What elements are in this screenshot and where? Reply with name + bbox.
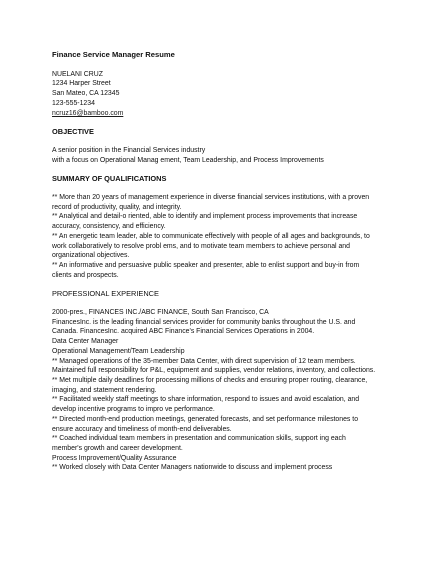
resume-page [52, 50, 392, 482]
objective-line: with a focus on Operational Manag ement, Team Leadership, and Process Improvements [52, 156, 324, 164]
qualification-line: work collaboratively to resolve probl ems, and to motivate team members to achieve personal and [52, 242, 350, 250]
qualification-line: organizational objectives. [52, 252, 130, 260]
experience-line: Canada. FinancesInc. acquired ABC Finance's Financial Services Operations in 2004. [52, 328, 315, 336]
objective-heading: OBJECTIVE [52, 127, 94, 137]
qualification-line: ** More than 20 years of management experience in diverse financial services institutions, with a proven [52, 194, 370, 202]
contact-phone: 123-555-1234 [52, 99, 95, 107]
experience-line: 2000-pres., FINANCES INC./ABC FINANCE, South San Francisco, CA [52, 309, 269, 317]
experience-line: Operational Management/Team Leadership [52, 347, 185, 355]
experience-line: imaging, and statement rendering. [52, 386, 157, 394]
objective-section [52, 146, 392, 165]
qualification-line: ** An informative and persuasive public speaker and presenter, able to enlist support and buy-in from [52, 261, 360, 269]
contact-email-link[interactable]: ncruz16@bamboo.com [52, 109, 124, 117]
qualification-line: clients and prospects. [52, 271, 119, 279]
contact-name: NUELANI CRUZ [52, 70, 103, 78]
experience-line: Data Center Manager [52, 338, 119, 346]
qualification-line: accuracy, consistency, and efficiency. [52, 223, 166, 231]
experience-line: ** Coached individual team members in presentation and communication skills, support ing each [52, 435, 346, 443]
experience-line: FinancesInc. is the leading financial services provider for community banks throughout the U.S. and [52, 318, 356, 326]
experience-line: ensure accuracy and timeliness of month-end deliverables. [52, 425, 232, 433]
experience-line: Process Improvement/Quality Assurance [52, 454, 177, 462]
qualification-line: ** An energetic team leader, able to communicate effectively with people of all ages and backgrounds, to [52, 232, 370, 240]
experience-line: ** Facilitated weekly staff meetings to share information, respond to issues and avoid escalation, and [52, 396, 360, 404]
experience-line: develop incentive programs to impro ve performance. [52, 406, 215, 414]
experience-section [52, 308, 392, 473]
contact-street: 1234 Harper Street [52, 80, 111, 88]
experience-line: ** Directed month-end production meetings, generated forecasts, and set performance milestones to [52, 415, 359, 423]
contact-block [52, 70, 392, 119]
objective-line: A senior position in the Financial Services industry [52, 146, 206, 154]
experience-line: Maintained full responsibility for P&L, equipment and supplies, vendor relations, inventory, and collections. [52, 367, 376, 375]
qualification-line: record of productivity, quality, and integrity. [52, 203, 182, 211]
experience-heading: PROFESSIONAL EXPERIENCE [52, 289, 159, 299]
qualification-line: ** Analytical and detail-o riented, able to identify and implement process improvements that increase [52, 213, 358, 221]
contact-city: San Mateo, CA 12345 [52, 90, 120, 98]
experience-line: member's growth and career development. [52, 444, 183, 452]
experience-line: ** Managed operations of the 35-member Data Center, with direct supervision of 12 team members. [52, 357, 356, 365]
qualifications-section [52, 193, 392, 280]
experience-line: ** Worked closely with Data Center Managers nationwide to discuss and implement process [52, 464, 333, 472]
qualifications-heading: SUMMARY OF QUALIFICATIONS [52, 174, 167, 184]
resume-title: Finance Service Manager Resume [52, 50, 175, 59]
experience-line: ** Met multiple daily deadlines for processing millions of checks and ensuring proper routing, clearance, [52, 376, 368, 384]
